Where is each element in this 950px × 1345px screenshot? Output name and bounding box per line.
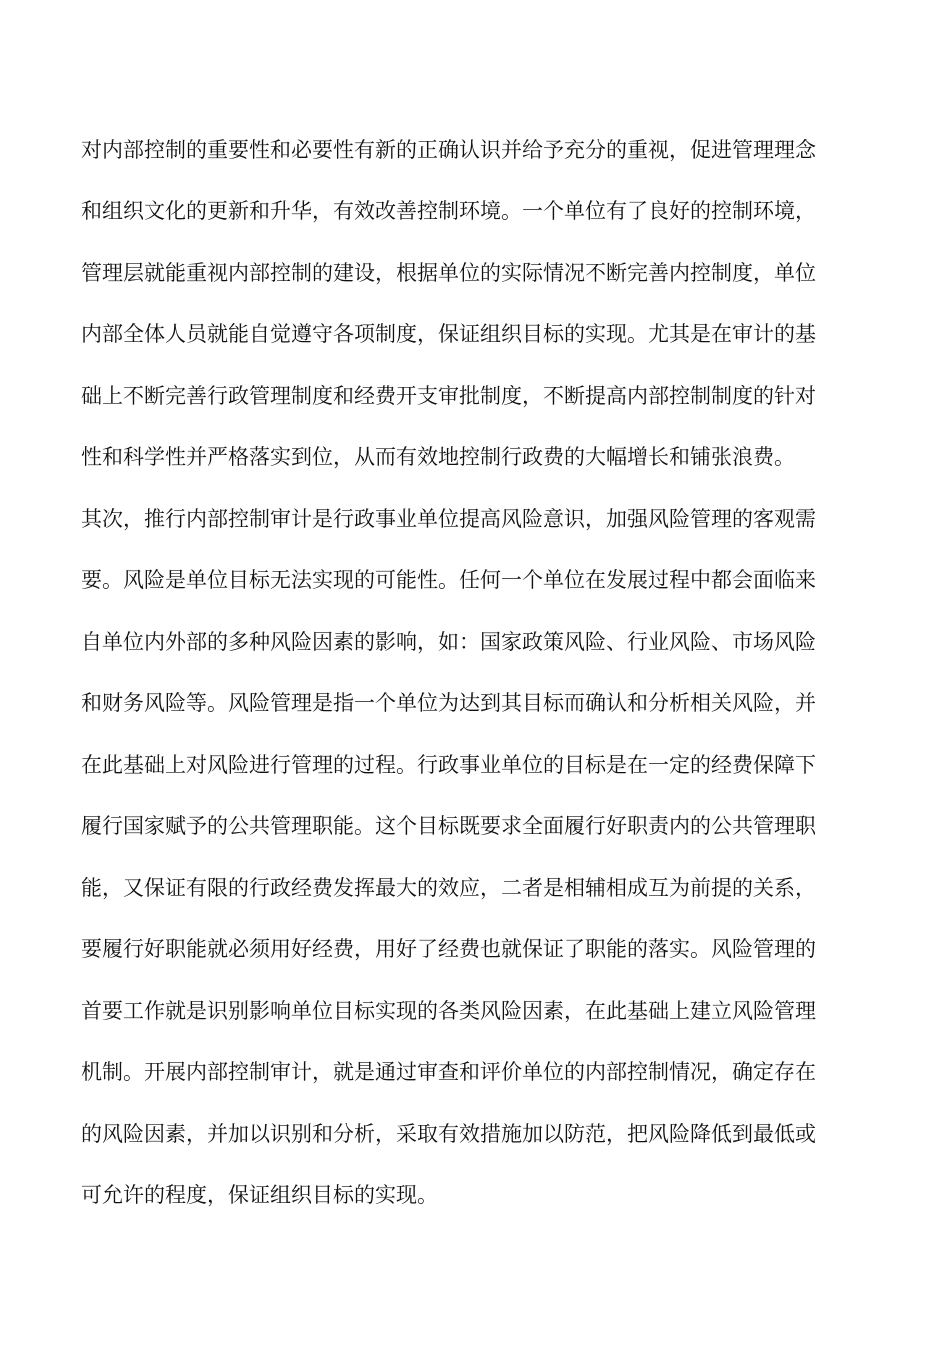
text-line: 性和科学性并严格落实到位，从而有效地控制行政费的大幅增长和铺张浪费。 bbox=[81, 445, 795, 469]
text-line: 内部全体人员就能自觉遵守各项制度，保证组织目标的实现。尤其是在审计的基 bbox=[81, 322, 816, 346]
text-line: 和组织文化的更新和升华，有效改善控制环境。一个单位有了良好的控制环境， bbox=[81, 199, 816, 223]
text-line: 自单位内外部的多种风险因素的影响，如：国家政策风险、行业风险、市场风险 bbox=[81, 630, 816, 654]
text-line: 可允许的程度，保证组织目标的实现。 bbox=[81, 1183, 438, 1207]
text-line: 能，又保证有限的行政经费发挥最大的效应，二者是相辅相成互为前提的关系， bbox=[81, 876, 816, 900]
text-line: 对内部控制的重要性和必要性有新的正确认识并给予充分的重视，促进管理理念 bbox=[81, 138, 816, 162]
text-line: 机制。开展内部控制审计，就是通过审查和评价单位的内部控制情况，确定存在 bbox=[81, 1060, 816, 1084]
text-line: 要履行好职能就必须用好经费，用好了经费也就保证了职能的落实。风险管理的 bbox=[81, 937, 816, 961]
text-line: 其次，推行内部控制审计是行政事业单位提高风险意识，加强风险管理的客观需 bbox=[81, 507, 816, 531]
text-line: 履行国家赋予的公共管理职能。这个目标既要求全面履行好职责内的公共管理职 bbox=[81, 814, 816, 838]
text-line: 和财务风险等。风险管理是指一个单位为达到其目标而确认和分析相关风险，并 bbox=[81, 691, 816, 715]
text-line: 的风险因素，并加以识别和分析，采取有效措施加以防范，把风险降低到最低或 bbox=[81, 1122, 816, 1146]
text-line: 首要工作就是识别影响单位目标实现的各类风险因素，在此基础上建立风险管理 bbox=[81, 999, 816, 1023]
text-line: 础上不断完善行政管理制度和经费开支审批制度，不断提高内部控制制度的针对 bbox=[81, 384, 816, 408]
text-line: 要。风险是单位目标无法实现的可能性。任何一个单位在发展过程中都会面临来 bbox=[81, 568, 816, 592]
text-line: 在此基础上对风险进行管理的过程。行政事业单位的目标是在一定的经费保障下 bbox=[81, 753, 816, 777]
text-line: 管理层就能重视内部控制的建设，根据单位的实际情况不断完善内控制度，单位 bbox=[81, 261, 816, 285]
